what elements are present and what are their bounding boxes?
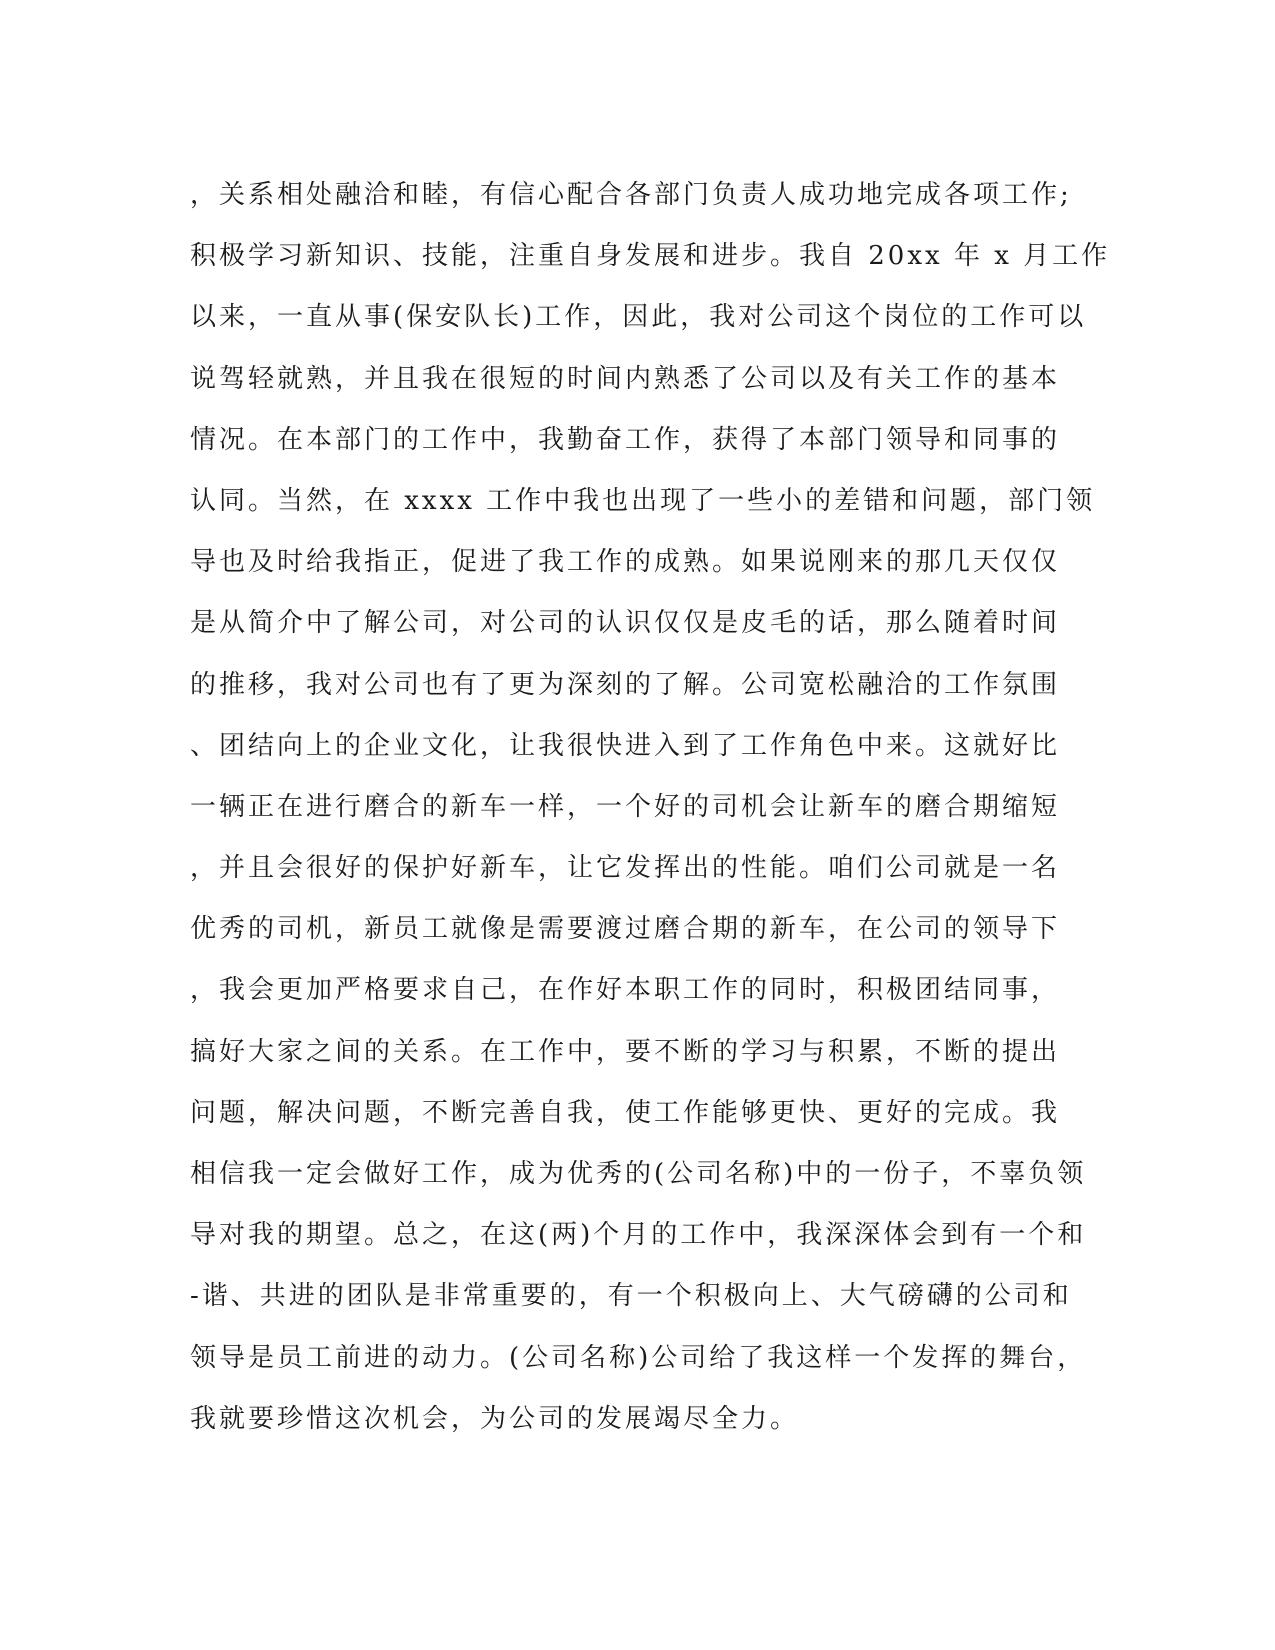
text-line: 的推移，我对公司也有了更为深刻的了解。公司宽松融洽的工作氛围 — [190, 669, 1061, 700]
text-line: 、团结向上的企业文化，让我很快进入到了工作角色中来。这就好比 — [190, 730, 1061, 761]
text-line: 导对我的期望。总之，在这(两)个月的工作中，我深深体会到有一个和 — [190, 1220, 1087, 1251]
text-line: ，我会更加严格要求自己，在作好本职工作的同时，积极团结同事， — [190, 975, 1061, 1006]
text-line: 是从简介中了解公司，对公司的认识仅仅是皮毛的话，那么随着时间 — [190, 608, 1061, 639]
text-line: -谐、共进的团队是非常重要的，有一个积极向上、大气磅礴的公司和 — [190, 1281, 1072, 1312]
text-line: 认同。当然，在 xxxx 工作中我也出现了一些小的差错和问题，部门领 — [190, 485, 1096, 516]
text-line: 情况。在本部门的工作中，我勤奋工作，获得了本部门领导和同事的 — [190, 424, 1061, 455]
text-line: ，并且会很好的保护好新车，让它发挥出的性能。咱们公司就是一名 — [190, 853, 1061, 884]
text-line: 我就要珍惜这次机会，为公司的发展竭尽全力。 — [190, 1403, 800, 1434]
text-line: 积极学习新知识、技能，注重自身发展和进步。我自 20xx 年 x 月工作 — [190, 241, 1111, 272]
text-line: 领导是员工前进的动力。(公司名称)公司给了我这样一个发挥的舞台， — [190, 1342, 1087, 1373]
text-line: ，关系相处融洽和睦，有信心配合各部门负责人成功地完成各项工作; — [190, 180, 1072, 210]
text-line: 相信我一定会做好工作，成为优秀的(公司名称)中的一份子，不辜负领 — [190, 1159, 1087, 1189]
text-line: 搞好大家之间的关系。在工作中，要不断的学习与积累，不断的提出 — [190, 1036, 1061, 1067]
text-line: 导也及时给我指正，促进了我工作的成熟。如果说刚来的那几天仅仅 — [190, 547, 1061, 578]
text-line: 问题，解决问题，不断完善自我，使工作能够更快、更好的完成。我 — [190, 1097, 1061, 1128]
body-text — [190, 165, 1111, 1450]
text-line: 一辆正在进行磨合的新车一样，一个好的司机会让新车的磨合期缩短 — [190, 791, 1061, 822]
text-line: 以来，一直从事(保安队长)工作，因此，我对公司这个岗位的工作可以 — [190, 302, 1087, 333]
text-line: 优秀的司机，新员工就像是需要渡过磨合期的新车，在公司的领导下 — [190, 914, 1061, 945]
text-line: 说驾轻就熟，并且我在很短的时间内熟悉了公司以及有关工作的基本 — [190, 363, 1061, 394]
